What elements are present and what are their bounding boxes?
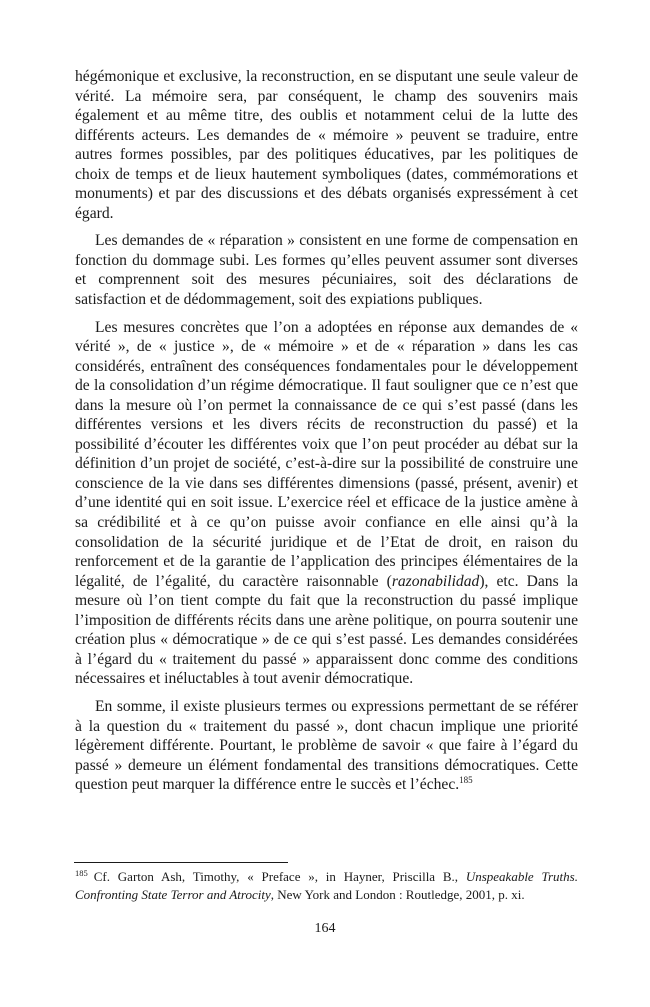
paragraph-mesures-text-end: ), etc. Dans la mesure où l’on tient compte du fait que la reconstruction du passé implique l’imposition de différents récits dans une arène politique, on pourra soutenir une création plus « démocratique » de ce qui s’est passé. Les demandes considérées à l’égard du « traitement du passé » apparaissent donc comme des conditions nécessaires et inéluctables à tout avenir démocratique.: [75, 572, 578, 688]
page-number: 164: [314, 921, 336, 936]
footnote-reference[interactable]: 185: [459, 775, 473, 786]
paragraph-mesures: [75, 318, 578, 689]
footnote-book-title: Unspeakable Truths. Confronting State Terror and Atrocity: [75, 869, 578, 902]
footnote-separator: [74, 862, 288, 863]
paragraph-reparation: Les demandes de « réparation » consistent en une forme de compensation en fonction du dommage subi. Les formes qu’elles peuvent assumer sont diverses et comprennent soit des mesures pécuniaires, soit des déclarations de satisfaction et de dédommagement, soit des expiations publiques.: [75, 232, 578, 309]
paragraph-continuation: hégémonique et exclusive, la reconstruction, en se disputant une seule valeur de vérité. La mémoire sera, par conséquent, le champ des souvenirs mais également et au même titre, des oublis et notamment celui de la lutte des différents acteurs. Les demandes de « mémoire » peuvent se traduire, entre autres formes possibles, par des politiques éducatives, par les politiques de choix de temps et de lieux hautement symboliques (dates, commémorations et monuments) et par des discussions et des débats organisés expressément à cet égard.: [75, 68, 578, 222]
page-body: [75, 67, 578, 795]
footnote-text-suffix: , New York and London : Routledge, 2001, p. xi.: [270, 887, 525, 902]
paragraph-en-somme-text: En somme, il existe plusieurs termes ou expressions permettant de se référer à la question du « traitement du passé », dont chacun implique une priorité légèrement différente. Pourtant, le problème de savoir « que faire à l’égard du passé » demeure un élément fondamental des transitions démocratiques. Cette question peut marquer la différence entre le succès et l’échec.: [75, 697, 578, 794]
paragraph-mesures-text-start: Les mesures concrètes que l’on a adoptées en réponse aux demandes de « vérité », de « justice », de « mémoire » et de « réparation » dans les cas considérés, entraînent des conséquences fondamentales pour le développement de la consolidation d’un régime démocratique. Il faut souligner que ce n’est que dans la mesure où l’on permet la connaissance de ce qui s’est passé (dans les différentes versions et les divers récits de reconstruction du passé) et la possibilité d’écouter les différentes voix que l’on peut procéder au débat sur la définition d’un projet de société, c’est-à-dire sur la possibilité de construire une conscience de la vie dans ses différentes dimensions (passé, présent, avenir) et d’une identité qui en soit issue. L’exercice réel et efficace de la justice amène à sa crédibilité et à ce qu’on puisse avoir confiance en elle ainsi qu’à la consolidation de la sécurité juridique et de l’Etat de droit, en raison du renforcement et de la garantie de l’application des principes élémentaires de la légalité, de l’égalité, du caractère raisonnable (: [75, 318, 578, 590]
footnote: [75, 868, 578, 904]
footnote-number: 185: [75, 868, 88, 878]
italic-term: razonabilidad: [391, 572, 480, 590]
paragraph-en-somme: [75, 697, 578, 795]
footnote-text-prefix: Cf. Garton Ash, Timothy, « Preface », in Hayner, Priscilla B.,: [93, 869, 466, 884]
